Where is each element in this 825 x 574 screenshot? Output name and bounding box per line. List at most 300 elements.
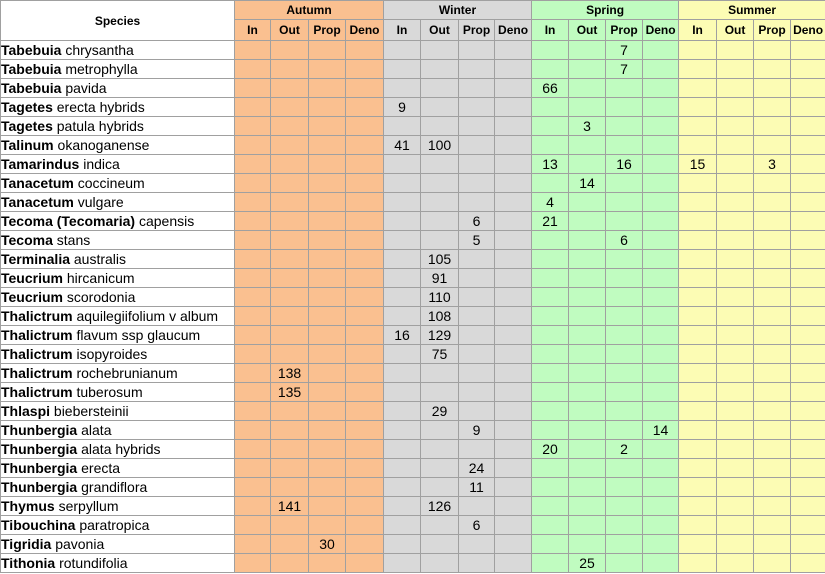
value-cell <box>754 231 791 250</box>
species-cell <box>1 212 235 231</box>
species-cell <box>1 516 235 535</box>
genus-name: Tabebuia <box>1 61 62 77</box>
value-cell <box>754 326 791 345</box>
value-cell <box>569 193 606 212</box>
genus-name: Tabebuia <box>1 80 62 96</box>
value-cell <box>271 117 309 136</box>
value-cell <box>754 459 791 478</box>
value-cell <box>309 516 346 535</box>
species-cell <box>1 41 235 60</box>
table-row <box>1 98 825 117</box>
species-column-header: Species <box>1 1 235 41</box>
species-cell <box>1 250 235 269</box>
value-cell <box>643 307 679 326</box>
value-cell <box>421 193 459 212</box>
value-cell <box>791 174 825 193</box>
value-cell <box>309 345 346 364</box>
value-cell <box>643 459 679 478</box>
value-cell <box>346 250 384 269</box>
value-cell <box>421 174 459 193</box>
value-cell <box>384 516 421 535</box>
table-row <box>1 497 825 516</box>
genus-name: Thalictrum <box>1 327 73 343</box>
subcolumn-header-win-out: Out <box>421 20 459 41</box>
value-cell <box>421 117 459 136</box>
value-cell: 16 <box>606 155 643 174</box>
value-cell <box>717 307 754 326</box>
value-cell <box>643 136 679 155</box>
value-cell <box>606 98 643 117</box>
value-cell <box>346 459 384 478</box>
value-cell <box>791 155 825 174</box>
genus-name: Talinum <box>1 137 54 153</box>
value-cell <box>569 155 606 174</box>
value-cell <box>309 459 346 478</box>
value-cell <box>495 459 532 478</box>
genus-name: Thymus <box>1 498 55 514</box>
genus-name: Tabebuia <box>1 42 62 58</box>
genus-name: Thalictrum <box>1 365 73 381</box>
value-cell <box>421 440 459 459</box>
value-cell <box>643 402 679 421</box>
species-epithet: stans <box>56 232 91 248</box>
value-cell <box>717 440 754 459</box>
value-cell <box>495 478 532 497</box>
value-cell <box>791 60 825 79</box>
value-cell <box>532 307 569 326</box>
value-cell <box>384 193 421 212</box>
value-cell <box>606 402 643 421</box>
value-cell <box>754 174 791 193</box>
value-cell <box>643 440 679 459</box>
species-cell <box>1 478 235 497</box>
species-cell <box>1 136 235 155</box>
value-cell <box>717 497 754 516</box>
value-cell <box>717 212 754 231</box>
value-cell <box>495 345 532 364</box>
value-cell <box>271 269 309 288</box>
value-cell <box>679 41 717 60</box>
value-cell <box>791 421 825 440</box>
genus-name: Tamarindus <box>1 156 80 172</box>
value-cell <box>271 98 309 117</box>
value-cell: 2 <box>606 440 643 459</box>
value-cell <box>754 516 791 535</box>
value-cell <box>235 250 271 269</box>
value-cell <box>459 326 495 345</box>
value-cell <box>532 174 569 193</box>
value-cell <box>754 421 791 440</box>
value-cell <box>643 364 679 383</box>
value-cell <box>271 212 309 231</box>
species-epithet: capensis <box>138 213 195 229</box>
value-cell <box>717 535 754 554</box>
value-cell <box>606 174 643 193</box>
subcolumn-header-spr-deno: Deno <box>643 20 679 41</box>
value-cell <box>569 497 606 516</box>
value-cell <box>717 98 754 117</box>
value-cell <box>309 421 346 440</box>
value-cell: 105 <box>421 250 459 269</box>
value-cell <box>346 307 384 326</box>
value-cell <box>791 402 825 421</box>
genus-name: Thunbergia <box>1 422 78 438</box>
value-cell: 141 <box>271 497 309 516</box>
value-cell <box>606 117 643 136</box>
table-row <box>1 288 825 307</box>
value-cell <box>346 79 384 98</box>
value-cell <box>309 231 346 250</box>
value-cell <box>679 269 717 288</box>
genus-name: Thunbergia <box>1 441 78 457</box>
value-cell: 138 <box>271 364 309 383</box>
value-cell <box>309 41 346 60</box>
value-cell <box>235 364 271 383</box>
value-cell <box>569 440 606 459</box>
value-cell <box>791 459 825 478</box>
value-cell <box>643 79 679 98</box>
value-cell <box>309 79 346 98</box>
value-cell <box>679 364 717 383</box>
value-cell <box>235 478 271 497</box>
species-cell <box>1 98 235 117</box>
subcolumn-header-aut-in: In <box>235 20 271 41</box>
value-cell <box>235 402 271 421</box>
value-cell <box>754 212 791 231</box>
value-cell <box>679 326 717 345</box>
value-cell <box>309 212 346 231</box>
value-cell <box>643 288 679 307</box>
value-cell <box>384 60 421 79</box>
species-epithet: rotundifolia <box>59 555 128 571</box>
table-row <box>1 231 825 250</box>
species-epithet: paratropica <box>79 517 150 533</box>
value-cell <box>235 41 271 60</box>
value-cell <box>717 459 754 478</box>
species-epithet: australis <box>73 251 127 267</box>
value-cell <box>569 269 606 288</box>
value-cell <box>569 535 606 554</box>
value-cell <box>459 193 495 212</box>
value-cell <box>643 212 679 231</box>
value-cell <box>384 364 421 383</box>
value-cell <box>679 212 717 231</box>
value-cell <box>606 516 643 535</box>
value-cell <box>235 459 271 478</box>
table-row <box>1 269 825 288</box>
value-cell: 126 <box>421 497 459 516</box>
species-epithet: alata <box>81 422 112 438</box>
value-cell <box>606 364 643 383</box>
value-cell <box>495 269 532 288</box>
value-cell <box>791 250 825 269</box>
value-cell <box>754 79 791 98</box>
value-cell <box>309 288 346 307</box>
table-row <box>1 345 825 364</box>
value-cell <box>459 98 495 117</box>
value-cell <box>569 459 606 478</box>
value-cell <box>271 79 309 98</box>
value-cell <box>679 516 717 535</box>
value-cell <box>235 79 271 98</box>
value-cell <box>346 174 384 193</box>
value-cell <box>679 383 717 402</box>
value-cell <box>754 136 791 155</box>
value-cell <box>791 516 825 535</box>
value-cell <box>606 326 643 345</box>
value-cell <box>235 212 271 231</box>
value-cell <box>495 174 532 193</box>
species-epithet: patula hybrids <box>56 118 144 134</box>
species-epithet: scorodonia <box>66 289 136 305</box>
value-cell <box>309 326 346 345</box>
value-cell <box>791 554 825 573</box>
species-epithet: vulgare <box>77 194 124 210</box>
value-cell: 16 <box>384 326 421 345</box>
value-cell <box>309 478 346 497</box>
value-cell <box>606 79 643 98</box>
value-cell <box>309 364 346 383</box>
subcolumn-header-spr-prop: Prop <box>606 20 643 41</box>
genus-name: Thalictrum <box>1 384 73 400</box>
value-cell <box>421 79 459 98</box>
value-cell <box>679 459 717 478</box>
species-cell <box>1 155 235 174</box>
species-cell <box>1 326 235 345</box>
table-row <box>1 440 825 459</box>
value-cell <box>643 193 679 212</box>
value-cell: 29 <box>421 402 459 421</box>
value-cell: 4 <box>532 193 569 212</box>
value-cell <box>384 478 421 497</box>
value-cell <box>384 554 421 573</box>
value-cell <box>717 269 754 288</box>
table-row <box>1 326 825 345</box>
genus-name: Thlaspi <box>1 403 51 419</box>
value-cell <box>643 60 679 79</box>
value-cell: 30 <box>309 535 346 554</box>
table-row <box>1 193 825 212</box>
value-cell <box>346 212 384 231</box>
value-cell <box>532 497 569 516</box>
value-cell <box>346 41 384 60</box>
value-cell <box>569 250 606 269</box>
subcolumn-header-win-in: In <box>384 20 421 41</box>
value-cell <box>384 383 421 402</box>
value-cell <box>459 41 495 60</box>
table-row <box>1 478 825 497</box>
value-cell <box>384 459 421 478</box>
table-row <box>1 212 825 231</box>
subcolumn-header-sum-in: In <box>679 20 717 41</box>
value-cell <box>754 345 791 364</box>
value-cell <box>495 554 532 573</box>
value-cell <box>271 193 309 212</box>
value-cell <box>791 326 825 345</box>
value-cell <box>421 98 459 117</box>
value-cell <box>459 174 495 193</box>
value-cell <box>271 136 309 155</box>
value-cell <box>384 117 421 136</box>
value-cell <box>235 98 271 117</box>
value-cell <box>495 231 532 250</box>
value-cell <box>606 250 643 269</box>
value-cell <box>384 231 421 250</box>
species-epithet: pavonia <box>55 536 105 552</box>
value-cell <box>679 535 717 554</box>
value-cell <box>606 269 643 288</box>
value-cell <box>754 117 791 136</box>
value-cell <box>459 79 495 98</box>
value-cell <box>532 478 569 497</box>
value-cell <box>717 79 754 98</box>
value-cell <box>421 478 459 497</box>
value-cell <box>717 193 754 212</box>
value-cell <box>235 231 271 250</box>
value-cell <box>384 497 421 516</box>
season-header-row <box>1 1 825 20</box>
value-cell <box>606 554 643 573</box>
value-cell <box>309 307 346 326</box>
value-cell <box>717 478 754 497</box>
species-epithet: erecta <box>81 460 121 476</box>
value-cell <box>271 231 309 250</box>
value-cell <box>679 497 717 516</box>
table-row <box>1 516 825 535</box>
value-cell <box>421 554 459 573</box>
value-cell <box>495 326 532 345</box>
value-cell <box>532 383 569 402</box>
genus-name: Thunbergia <box>1 479 78 495</box>
value-cell <box>754 288 791 307</box>
subcolumn-header-spr-out: Out <box>569 20 606 41</box>
species-epithet: chrysantha <box>65 42 134 58</box>
subcolumn-header-spr-in: In <box>532 20 569 41</box>
value-cell <box>569 421 606 440</box>
value-cell <box>643 174 679 193</box>
species-epithet: pavida <box>65 80 107 96</box>
species-epithet: rochebrunianum <box>76 365 178 381</box>
value-cell: 66 <box>532 79 569 98</box>
value-cell <box>643 326 679 345</box>
value-cell <box>643 117 679 136</box>
value-cell <box>421 231 459 250</box>
value-cell <box>384 421 421 440</box>
value-cell <box>754 440 791 459</box>
value-cell <box>791 535 825 554</box>
species-cell <box>1 364 235 383</box>
value-cell <box>421 212 459 231</box>
value-cell <box>271 307 309 326</box>
value-cell: 7 <box>606 41 643 60</box>
value-cell <box>346 383 384 402</box>
value-cell <box>569 60 606 79</box>
value-cell <box>235 60 271 79</box>
value-cell <box>532 364 569 383</box>
table-row <box>1 383 825 402</box>
value-cell <box>495 402 532 421</box>
value-cell <box>679 345 717 364</box>
value-cell: 15 <box>679 155 717 174</box>
value-cell <box>346 98 384 117</box>
value-cell <box>384 174 421 193</box>
value-cell <box>271 535 309 554</box>
value-cell <box>346 421 384 440</box>
species-epithet: grandiflora <box>81 479 148 495</box>
value-cell <box>679 60 717 79</box>
value-cell <box>235 155 271 174</box>
value-cell <box>235 288 271 307</box>
value-cell <box>271 250 309 269</box>
value-cell <box>459 497 495 516</box>
species-epithet: tuberosum <box>76 384 143 400</box>
value-cell <box>384 41 421 60</box>
value-cell <box>532 117 569 136</box>
value-cell <box>717 136 754 155</box>
value-cell <box>309 98 346 117</box>
value-cell: 14 <box>569 174 606 193</box>
value-cell <box>495 364 532 383</box>
value-cell <box>754 554 791 573</box>
value-cell <box>532 288 569 307</box>
value-cell <box>569 326 606 345</box>
season-header-spring: Spring <box>532 1 679 20</box>
table-row <box>1 79 825 98</box>
value-cell <box>532 459 569 478</box>
value-cell <box>309 60 346 79</box>
value-cell <box>569 516 606 535</box>
value-cell <box>495 288 532 307</box>
value-cell <box>271 345 309 364</box>
value-cell: 3 <box>569 117 606 136</box>
table-row <box>1 554 825 573</box>
value-cell <box>346 231 384 250</box>
value-cell <box>606 136 643 155</box>
value-cell <box>532 516 569 535</box>
value-cell <box>495 212 532 231</box>
value-cell: 25 <box>569 554 606 573</box>
value-cell <box>235 307 271 326</box>
value-cell <box>791 497 825 516</box>
season-header-winter: Winter <box>384 1 532 20</box>
value-cell <box>791 269 825 288</box>
value-cell <box>271 440 309 459</box>
value-cell <box>679 193 717 212</box>
species-cell <box>1 345 235 364</box>
value-cell: 75 <box>421 345 459 364</box>
value-cell <box>532 60 569 79</box>
species-epithet: erecta hybrids <box>56 99 145 115</box>
table-row <box>1 136 825 155</box>
value-cell <box>717 554 754 573</box>
value-cell <box>495 250 532 269</box>
value-cell <box>235 136 271 155</box>
value-cell <box>421 383 459 402</box>
value-cell <box>606 212 643 231</box>
value-cell <box>679 98 717 117</box>
value-cell <box>271 174 309 193</box>
value-cell <box>309 269 346 288</box>
value-cell <box>346 478 384 497</box>
value-cell <box>384 535 421 554</box>
value-cell <box>679 478 717 497</box>
value-cell <box>495 193 532 212</box>
value-cell <box>532 402 569 421</box>
value-cell <box>791 440 825 459</box>
genus-name: Tithonia <box>1 555 56 571</box>
value-cell <box>384 155 421 174</box>
table-row <box>1 155 825 174</box>
